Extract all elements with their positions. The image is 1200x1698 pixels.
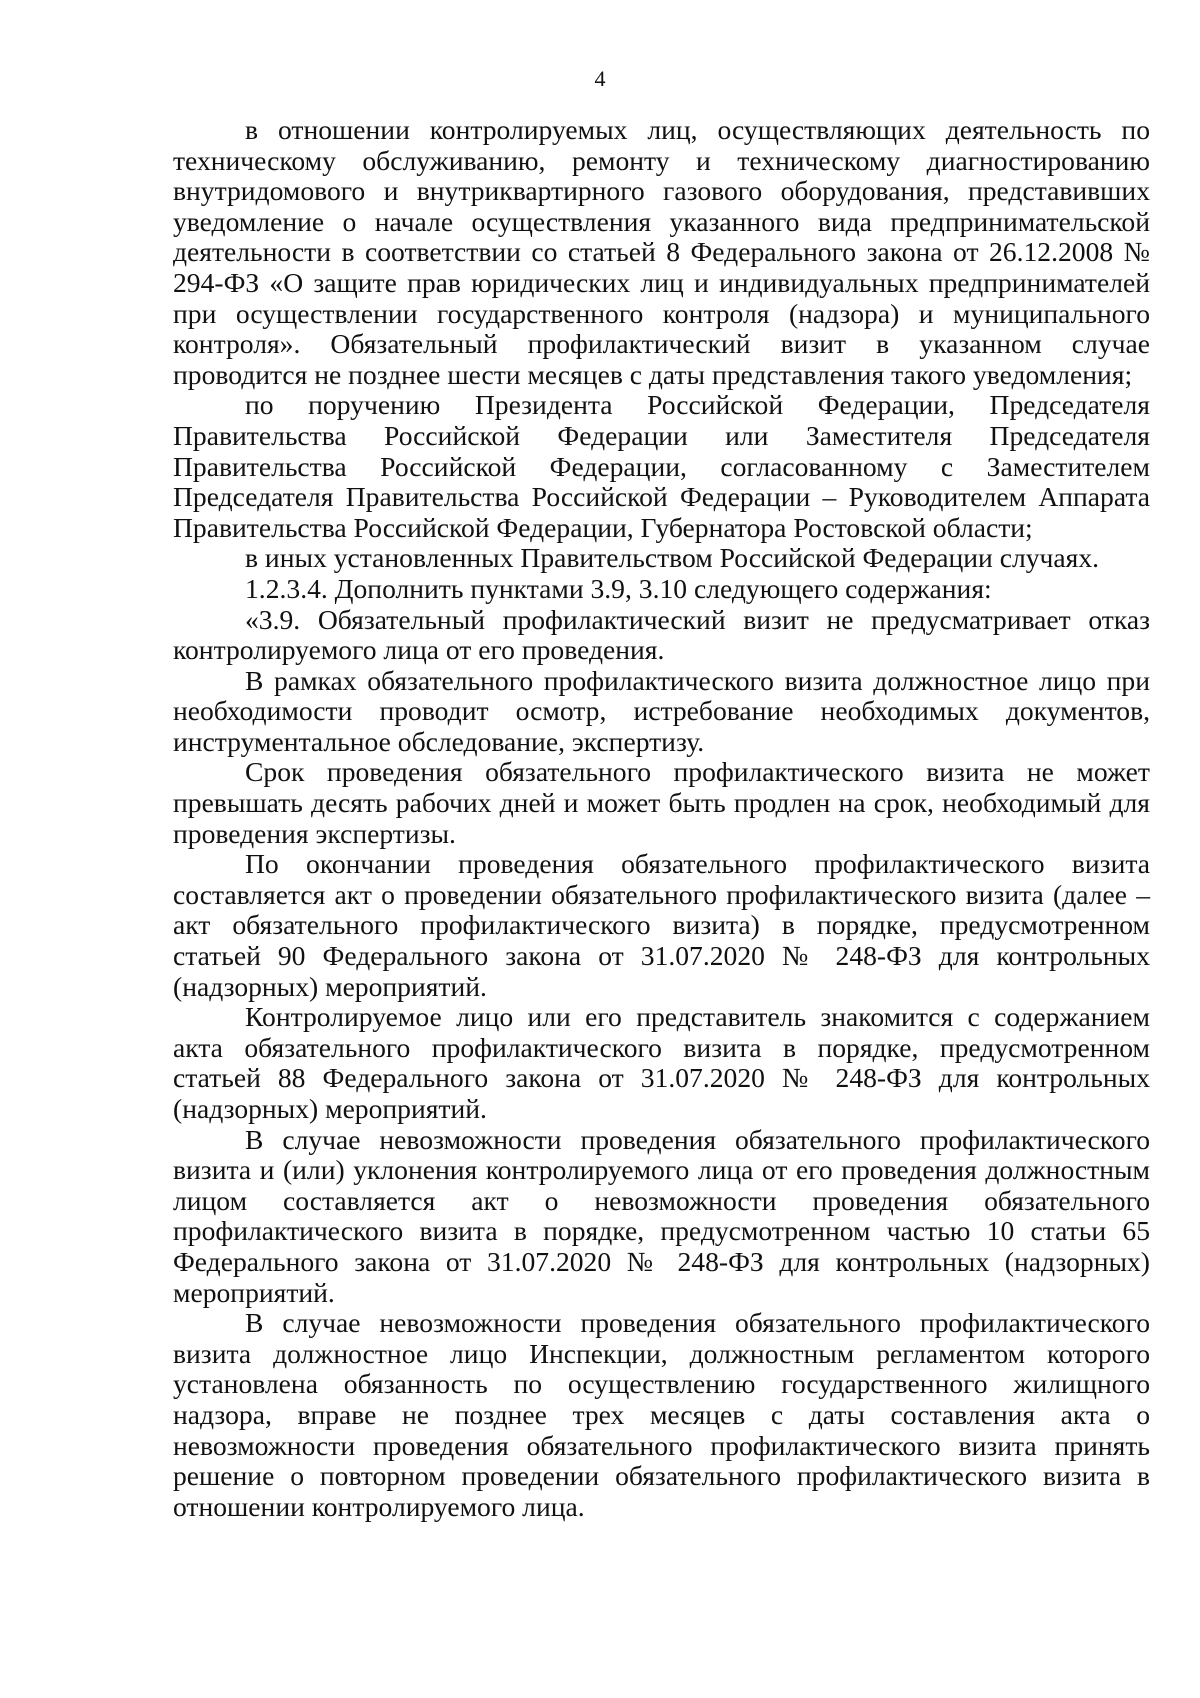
paragraph-9: Контролируемое лицо или его представитель знакомится с содержанием акта обязательного профилактического визита в порядке, предусмотренном статьей 88 Федерального закона от 31.07.2020 № 248-ФЗ для контрольных (надзорных) мероприятий.: [173, 1001, 1150, 1124]
paragraph-2: по поручению Президента Российской Федерации, Председателя Правительства Российской Федерации или Заместителя Председателя Правительства Российской Федерации, согласованному с Заместителем Председателя Правительства Российской Федерации – Руководителем Аппарата Правительства Российской Федерации, Губернатора Ростовской области;: [173, 389, 1150, 543]
paragraph-11: В случае невозможности проведения обязательного профилактического визита должностное лицо Инспекции, должностным регламентом которого установлена обязанность по осуществлению государственного жилищного надзора, вправе не позднее трех месяцев с даты составления акта о невозможности проведения обязательного профилактического визита принять решение о повторном проведении обязательного профилактического визита в отношении контролируемого лица.: [173, 1307, 1150, 1522]
paragraph-3: в иных установленных Правительством Российской Федерации случаях.: [245, 542, 1100, 574]
paragraph-10: В случае невозможности проведения обязательного профилактического визита и (или) уклонения контролируемого лица от его проведения должностным лицом составляется акт о невозможности проведения обязательного профилактического визита в порядке, предусмотренном частью 10 статьи 65 Федерального закона от 31.07.2020 № 248-ФЗ для контрольных (надзорных) мероприятий.: [173, 1123, 1150, 1308]
paragraph-5: «3.9. Обязательный профилактический визит не предусматривает отказ контролируемого лица от его проведения.: [173, 603, 1150, 666]
document-body: [173, 115, 1150, 1522]
paragraph-6: В рамках обязательного профилактического визита должностное лицо при необходимости проводит осмотр, истребование необходимых документов, инструментальное обследование, экспертизу.: [173, 664, 1150, 757]
paragraph-8: По окончании проведения обязательного профилактического визита составляется акт о проведении обязательного профилактического визита (далее – акт обязательного профилактического визита) в порядке, предусмотренном статьей 90 Федерального закона от 31.07.2020 № 248-ФЗ для контрольных (надзорных) мероприятий.: [173, 848, 1150, 1002]
paragraph-4: 1.2.3.4. Дополнить пунктами 3.9, 3.10 следующего содержания:: [245, 572, 992, 604]
page-number: 4: [594, 66, 606, 91]
paragraph-7: Срок проведения обязательного профилактического визита не может превышать десять рабочих дней и может быть продлен на срок, необходимый для проведения экспертизы.: [173, 756, 1150, 849]
paragraph-1: в отношении контролируемых лиц, осуществляющих деятельность по техническому обслуживанию, ремонту и техническому диагностированию внутридомового и внутриквартирного газового оборудования, представивших уведомление о начале осуществления указанного вида предпринимательской деятельности в соответствии со статьей 8 Федерального закона от 26.12.2008 № 294-ФЗ «О защите прав юридических лиц и индивидуальных предпринимателей при осуществлении государственного контроля (надзора) и муниципального контроля». Обязательный профилактический визит в указанном случае проводится не позднее шести месяцев с даты представления такого уведомления;: [173, 114, 1150, 390]
